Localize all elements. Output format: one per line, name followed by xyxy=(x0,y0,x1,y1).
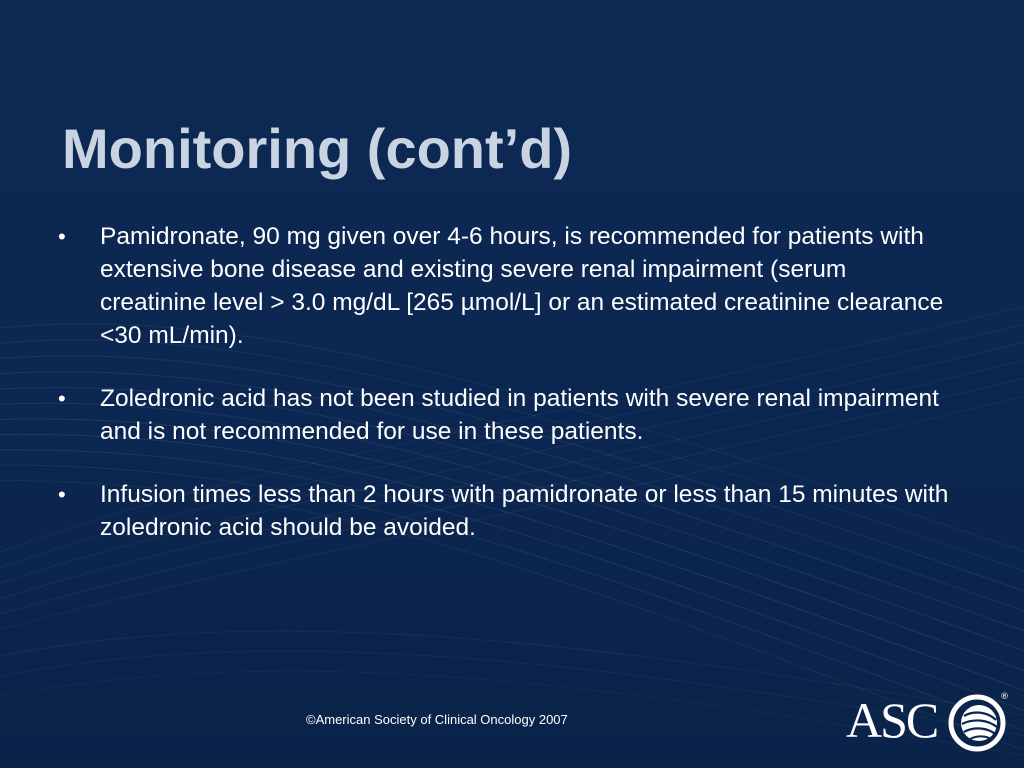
bullet-list xyxy=(58,220,958,574)
bullet-text: Infusion times less than 2 hours with pamidronate or less than 15 minutes with zoledronic acid should be avoided. xyxy=(100,481,949,541)
asco-logo xyxy=(846,690,1012,752)
bullet-dot: • xyxy=(58,386,66,411)
bullet-text: Zoledronic acid has not been studied in patients with severe renal impairment and is not recommended for use in these patients. xyxy=(100,385,939,445)
slide-title: Monitoring (cont’d) xyxy=(62,117,573,180)
bullet-text: Pamidronate, 90 mg given over 4-6 hours, is recommended for patients with extensive bone disease and existing severe renal impairment (serum creatinine level > 3.0 mg/dL [265 µmol/L] or an estimated creatinine clearance <30 mL/min). xyxy=(100,223,944,349)
bullet-dot: • xyxy=(58,224,66,249)
logo-text: ASC xyxy=(846,692,938,748)
bullet-item xyxy=(58,478,958,544)
registered-mark: ® xyxy=(1000,692,1009,702)
globe-icon xyxy=(948,694,1006,752)
bullet-item xyxy=(58,220,958,352)
bullet-item xyxy=(58,382,958,448)
bullet-dot: • xyxy=(58,482,66,507)
copyright-footer: ©American Society of Clinical Oncology 2007 xyxy=(306,712,568,727)
